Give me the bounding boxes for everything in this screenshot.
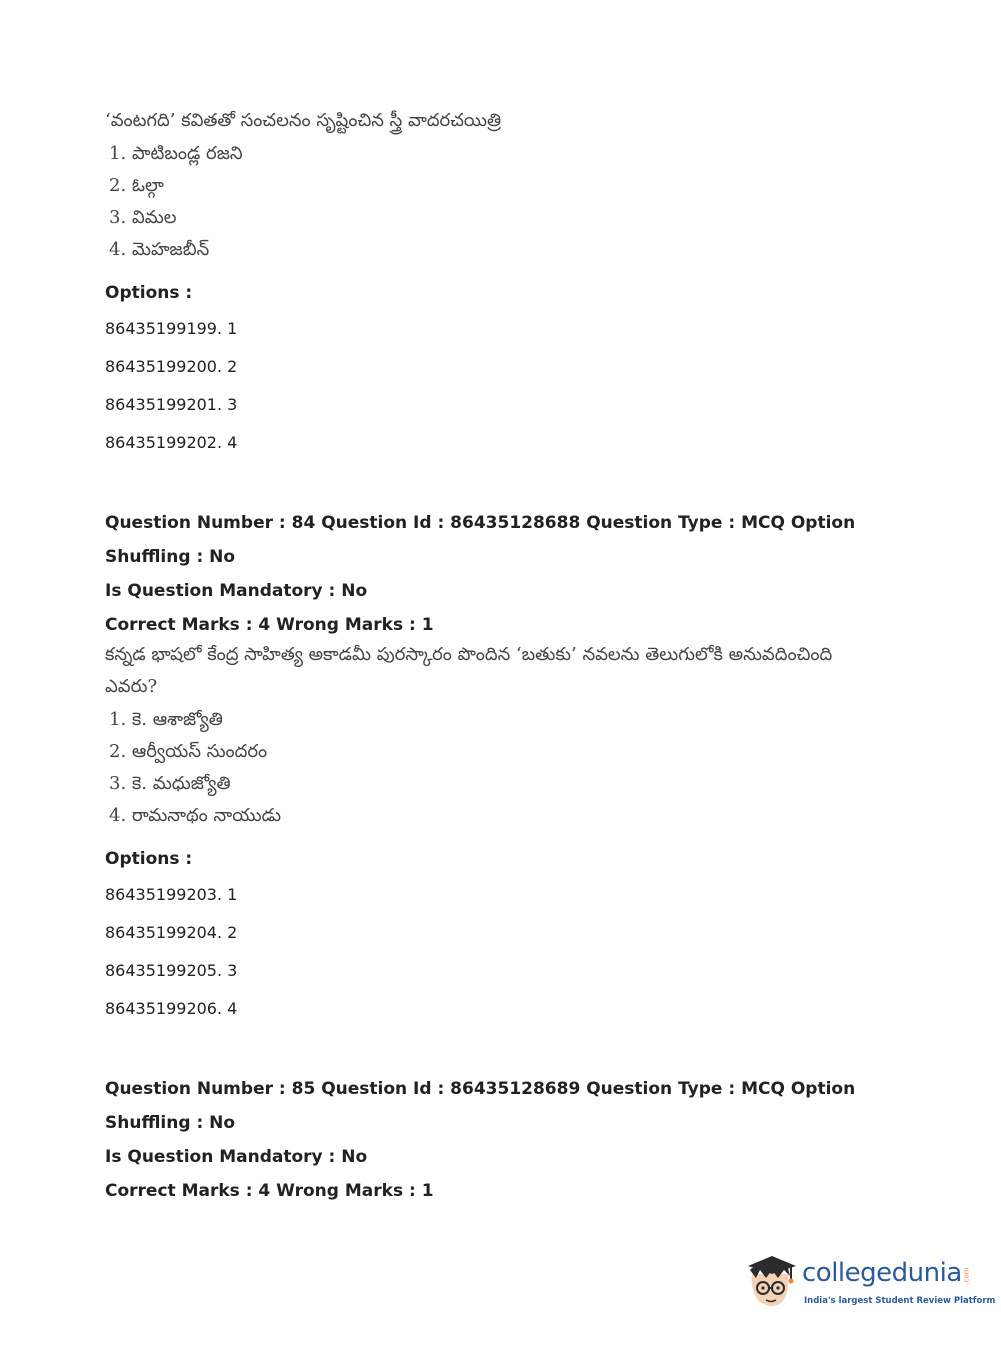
logo-wordmark: collegedunia	[802, 1258, 962, 1288]
choice-list	[109, 138, 925, 266]
question-marks: Correct Marks : 4 Wrong Marks : 1	[105, 1181, 434, 1201]
collegedunia-logo	[742, 1252, 996, 1314]
question-header: Question Number : 84 Question Id : 86435128688 Question Type : MCQ Option Shuffling : No	[105, 513, 856, 567]
question-header: Question Number : 85 Question Id : 86435128689 Question Type : MCQ Option Shuffling : No	[105, 1079, 856, 1133]
question-marks: Correct Marks : 4 Wrong Marks : 1	[105, 615, 434, 635]
options-label: Options :	[105, 849, 193, 869]
option-item: 86435199204. 2	[105, 923, 238, 942]
student-mascot-icon	[742, 1252, 800, 1310]
option-item: 86435199206. 4	[105, 999, 238, 1018]
choice-item: 4. రామనాథం నాయుడు	[109, 805, 282, 826]
logo-com: .com	[962, 1267, 971, 1285]
option-item: 86435199205. 3	[105, 961, 238, 980]
option-item: 86435199201. 3	[105, 395, 238, 414]
choice-item: 4. మెహజబీన్	[109, 239, 210, 260]
question-text: ‘వంటగది’ కవితతో సంచలనం సృష్టించిన స్త్రీ వాదరచయిత్రి	[105, 110, 502, 131]
choice-item: 2. ఆర్వీయస్ సుందరం	[109, 741, 268, 762]
choice-list	[109, 704, 925, 832]
question-mandatory: Is Question Mandatory : No	[105, 581, 368, 601]
option-item: 86435199199. 1	[105, 319, 238, 338]
choice-item: 1. పాటిబండ్ల రజని	[109, 143, 243, 164]
logo-tagline: India's largest Student Review Platform	[804, 1296, 996, 1306]
option-item: 86435199200. 2	[105, 357, 238, 376]
option-item: 86435199202. 4	[105, 433, 238, 452]
option-item: 86435199203. 1	[105, 885, 238, 904]
question-text-line-1: కన్నడ భాషలో కేంద్ర సాహిత్య అకాడమీ పురస్కారం పొందిన ‘బతుకు’ నవలను తెలుగులోకి అనువదించింది	[105, 644, 833, 665]
choice-item: 2. ఓల్గా	[109, 175, 164, 196]
options-label: Options :	[105, 283, 193, 303]
question-text-line-2: ఎవరు?	[105, 676, 158, 697]
choice-item: 3. కె. మధుజ్యోతి	[109, 773, 231, 794]
choice-item: 3. విమల	[109, 207, 177, 228]
choice-item: 1. కె. ఆశాజ్యోతి	[109, 709, 223, 730]
document-page	[105, 108, 925, 1208]
question-mandatory: Is Question Mandatory : No	[105, 1147, 368, 1167]
